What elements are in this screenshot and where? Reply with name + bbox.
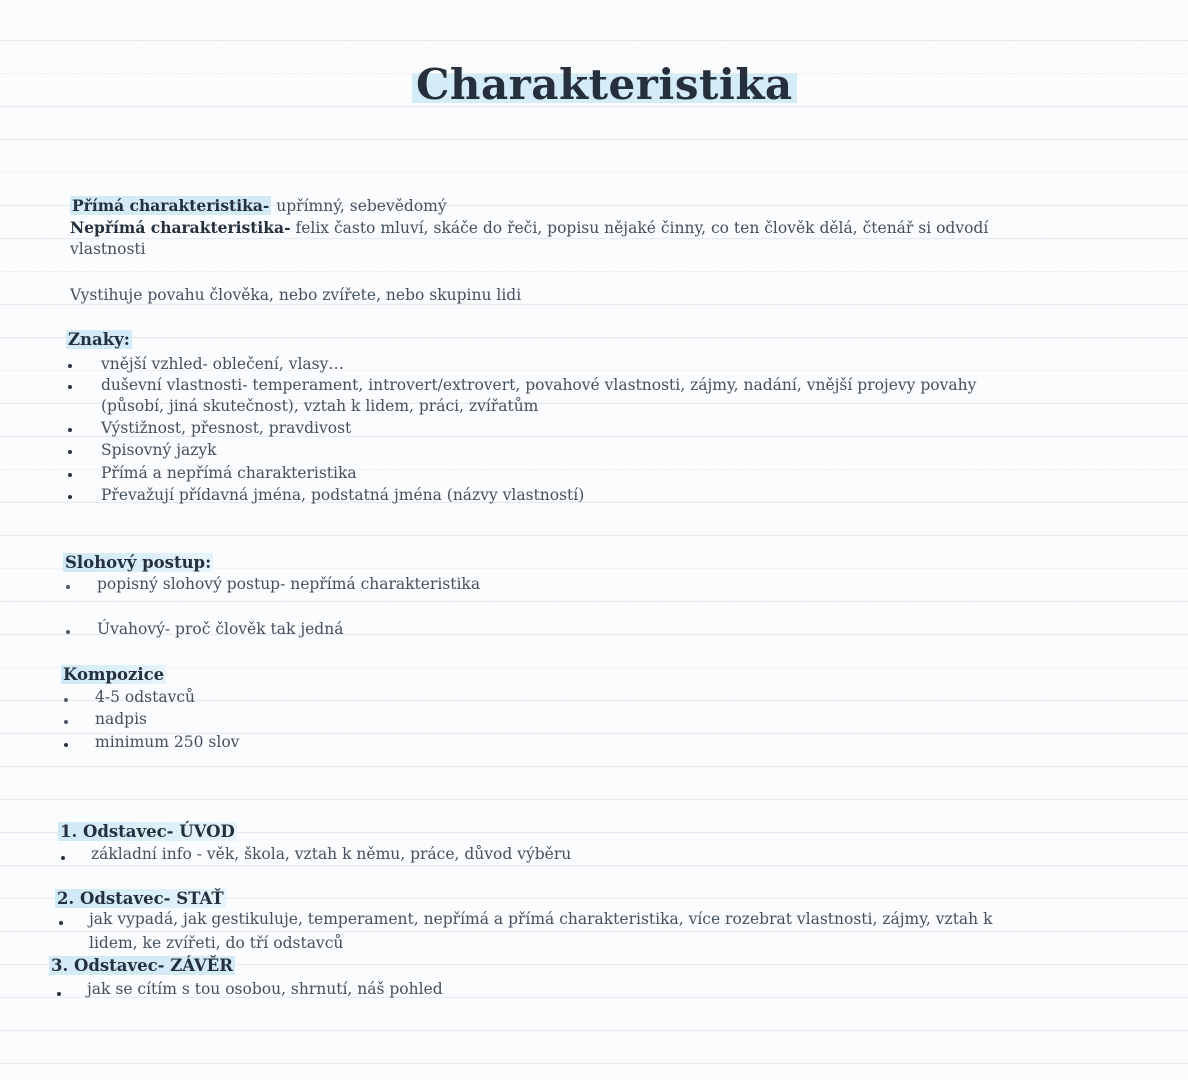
bullet-icon <box>68 364 72 368</box>
znaky-item: Spisovný jazyk <box>101 441 217 459</box>
bullet-icon <box>61 856 65 860</box>
znaky-item: Přímá a nepřímá charakteristika <box>101 464 357 482</box>
kompozice-item: 4-5 odstavců <box>95 688 195 706</box>
bullet-icon <box>64 698 68 702</box>
znaky-item: Převažují přídavná jména, podstatná jména (názvy vlastností) <box>101 486 585 504</box>
bullet-icon <box>64 743 68 747</box>
page-title: Charakteristika <box>412 60 797 109</box>
odstavec-2-line: lidem, ke zvířeti, do tří odstavců <box>89 934 344 952</box>
prima-label: Přímá charakteristika- <box>72 196 270 215</box>
odstavec-3-heading: 3. Odstavec- ZÁVĚR <box>51 956 233 975</box>
bullet-icon <box>66 585 70 589</box>
bullet-icon <box>68 495 72 499</box>
bullet-icon <box>59 921 63 925</box>
bullet-icon <box>68 473 72 477</box>
bullet-icon <box>68 385 72 389</box>
prima-text: upřímný, sebevědomý <box>271 197 447 215</box>
slohovy-item: Úvahový- proč člověk tak jedná <box>97 620 344 638</box>
bullet-icon <box>68 428 72 432</box>
bullet-icon <box>57 992 61 996</box>
slohovy-item: popisný slohový postup- nepřímá charakteristika <box>97 575 481 593</box>
znaky-item-cont: (působí, jiná skutečnost), vztah k lidem, práci, zvířatům <box>101 397 539 415</box>
znaky-item: vnější vzhled- oblečení, vlasy… <box>101 355 344 373</box>
bullet-icon <box>68 450 72 454</box>
odstavec-1-line: základní info - věk, škola, vztah k němu, práce, důvod výběru <box>91 845 572 863</box>
neprima-text-cont: vlastnosti <box>70 240 146 258</box>
neprima-line <box>70 218 988 237</box>
odstavec-3-line: jak se cítím s tou osobou, shrnutí, náš pohled <box>87 980 443 998</box>
znaky-item: duševní vlastnosti- temperament, introvert/extrovert, povahové vlastnosti, zájmy, nadání, vnější projevy povahy <box>101 376 977 394</box>
neprima-text: felix často mluví, skáče do řeči, popisu nějaké činny, co ten člověk dělá, čtenář si odvodí <box>290 219 989 237</box>
prima-line <box>70 196 447 215</box>
kompozice-item: nadpis <box>95 710 147 728</box>
znaky-heading: Znaky: <box>68 330 130 349</box>
slohovy-heading: Slohový postup: <box>65 553 212 572</box>
kompozice-item: minimum 250 slov <box>95 733 240 751</box>
odstavec-1-heading: 1. Odstavec- ÚVOD <box>60 822 235 841</box>
znaky-item: Výstižnost, přesnost, pravdivost <box>101 419 352 437</box>
bullet-icon <box>66 630 70 634</box>
kompozice-heading: Kompozice <box>63 665 165 684</box>
odstavec-2-line: jak vypadá, jak gestikuluje, temperament, nepřímá a přímá charakteristika, více rozebrat vlastnosti, zájmy, vztah k <box>89 910 993 928</box>
vystihuje-text: Vystihuje povahu člověka, nebo zvířete, nebo skupinu lidi <box>70 286 522 304</box>
bullet-icon <box>64 720 68 724</box>
neprima-label: Nepřímá charakteristika- <box>70 218 291 237</box>
odstavec-2-heading: 2. Odstavec- STAŤ <box>57 889 224 908</box>
